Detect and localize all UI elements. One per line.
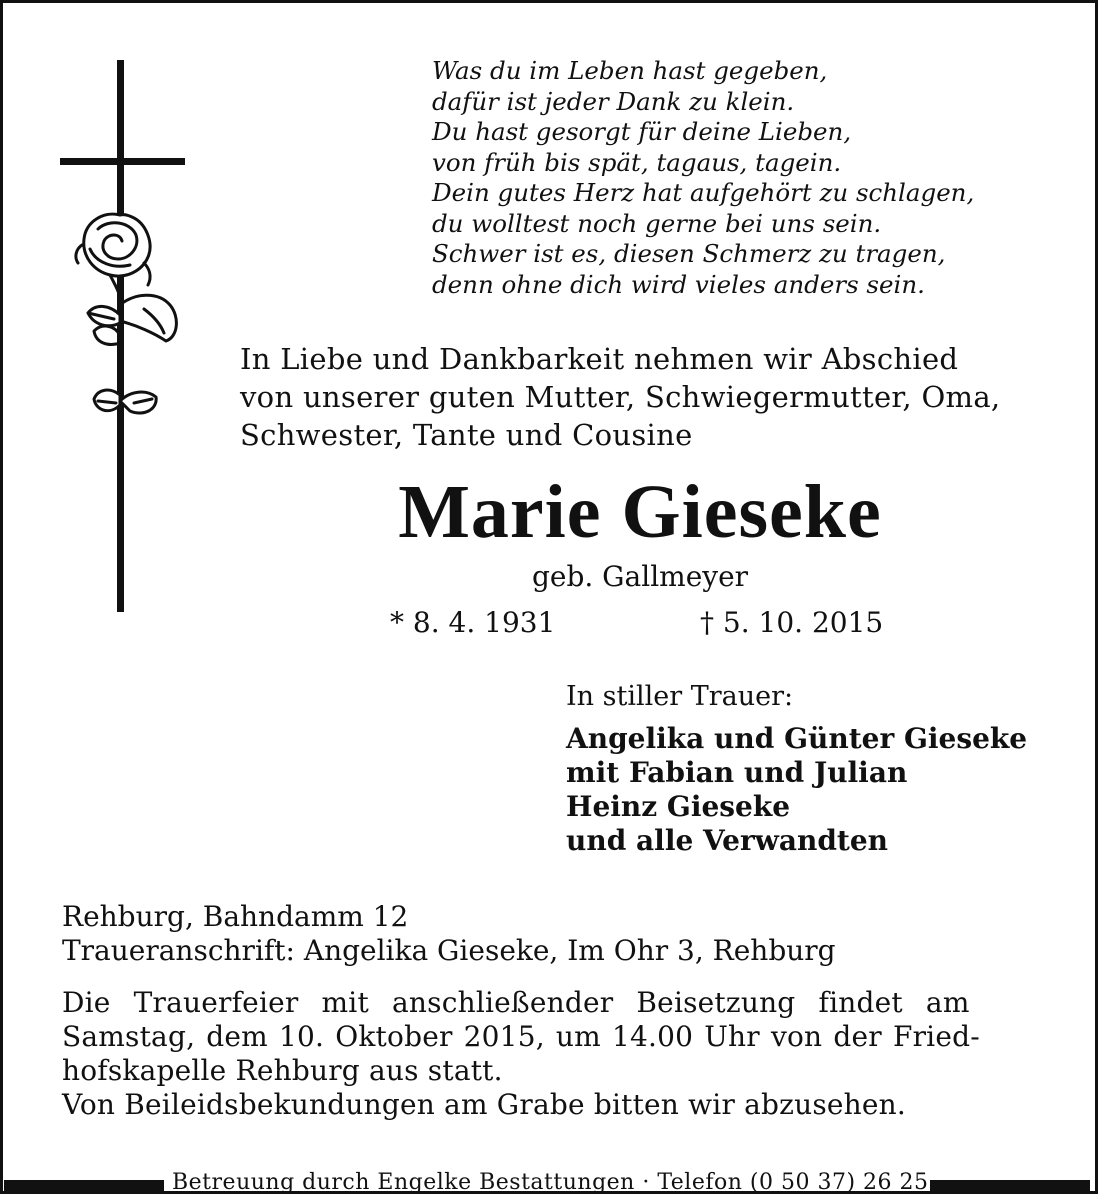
cross-horizontal-beam [60, 158, 185, 165]
poem-line: Was du im Leben hast gegeben, [432, 56, 828, 85]
mourners-label: In stiller Trauer: [566, 681, 794, 712]
mourner-line: mit Fabian und Julian [566, 756, 908, 789]
poem-line: von früh bis spät, tagaus, tagein. [432, 147, 842, 177]
intro-line: von unserer guten Mutter, Schwiegermutter, Oma, [240, 380, 1001, 414]
death-date: † 5. 10. 2015 [700, 606, 884, 639]
residence-address: Rehburg, Bahndamm 12 [62, 900, 409, 933]
intro-line: In Liebe und Dankbarkeit nehmen wir Abschied [240, 342, 959, 376]
poem-line: Du hast gesorgt für deine Lieben, [432, 117, 852, 146]
birth-date: * 8. 4. 1931 [390, 606, 556, 639]
poem-line: Schwer ist es, diesen Schmerz zu tragen, [432, 239, 946, 268]
mourners-list [566, 722, 1027, 858]
footer-bar-left [4, 1180, 164, 1194]
maiden-name: geb. Gallmeyer [531, 560, 749, 593]
ceremony-line: Von Beileidsbekundungen am Grabe bitten wir abzusehen. [62, 1088, 907, 1121]
farewell-intro [240, 340, 1060, 454]
intro-line: Schwester, Tante und Cousine [240, 418, 693, 452]
ceremony-line: Samstag, dem 10. Oktober 2015, um 14.00 Uhr von der Fried- [62, 1020, 980, 1053]
poem-line: dafür ist jeder Dank zu klein. [432, 86, 795, 116]
rose-icon [74, 205, 200, 495]
deceased-name: Marie Gieseke [398, 470, 882, 554]
mourner-line: und alle Verwandten [566, 824, 889, 857]
poem-line: du wolltest noch gerne bei uns sein. [432, 208, 882, 238]
mourner-line: Heinz Gieseke [566, 790, 791, 823]
ceremony-line: Die Trauerfeier mit anschließender Beisetzung findet am [62, 986, 970, 1019]
ceremony-notice [62, 986, 1040, 1122]
poem-line: Dein gutes Herz hat aufgehört zu schlagen, [432, 178, 975, 207]
mourner-line: Angelika und Günter Gieseke [566, 722, 1028, 755]
footer-funeral-home: Betreuung durch Engelke Bestattungen · Telefon (0 50 37) 26 25 [172, 1170, 929, 1195]
poem-line: denn ohne dich wird vieles anders sein. [432, 269, 925, 299]
ceremony-line: hofskapelle Rehburg aus statt. [62, 1054, 503, 1087]
poem [432, 56, 1052, 300]
deceased-name-block [240, 472, 1040, 562]
address-block [62, 900, 836, 968]
mourning-address: Traueranschrift: Angelika Gieseke, Im Ohr 3, Rehburg [62, 934, 836, 967]
footer-bar-right [930, 1180, 1090, 1194]
